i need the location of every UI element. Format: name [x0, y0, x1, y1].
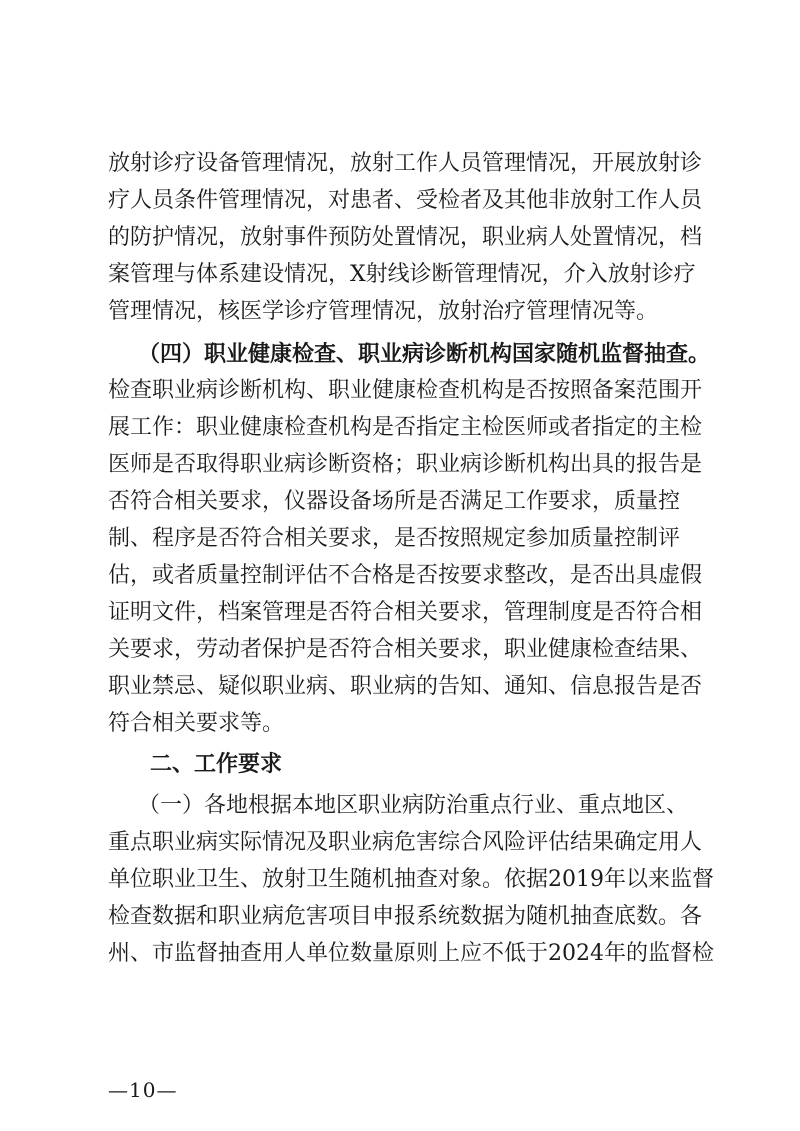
body-text-line: 疗人员条件管理情况，对患者、受检者及其他非放射工作人员	[108, 188, 703, 213]
body-text-line: 医师是否取得职业病诊断资格；职业病诊断机构出具的报告是	[108, 452, 703, 477]
body-text-line: 估，或者质量控制评估不合格是否按要求整改，是否出具虚假	[108, 563, 703, 588]
body-text-line: 重点职业病实际情况及职业病危害综合风险评估结果确定用人	[108, 830, 703, 855]
section-subheading: （四）职业健康检查、职业病诊断机构国家随机监督抽查。	[138, 341, 711, 367]
body-text-line: 检查职业病诊断机构、职业健康检查机构是否按照备案范围开	[108, 378, 703, 403]
section-heading: 二、工作要求	[150, 752, 283, 777]
body-text-line: 管理情况，核医学诊疗管理情况，放射治疗管理情况等。	[108, 299, 659, 324]
body-text-line: 的防护情况，放射事件预防处置情况，职业病人处置情况，档	[108, 225, 703, 250]
body-text-line: （一）各地根据本地区职业病防治重点行业、重点地区、	[138, 793, 689, 818]
body-text-line: 关要求，劳动者保护是否符合相关要求，职业健康检查结果、	[108, 637, 703, 662]
body-text-line: 职业禁忌、疑似职业病、职业病的告知、通知、信息报告是否	[108, 674, 703, 699]
body-text-line: 证明文件，档案管理是否符合相关要求，管理制度是否符合相	[108, 600, 703, 625]
body-text-line: 州、市监督抽查用人单位数量原则上应不低于2024年的监督检	[108, 941, 714, 966]
body-text-line: 检查数据和职业病危害项目申报系统数据为随机抽查底数。各	[108, 904, 703, 929]
body-text-line: 制、程序是否符合相关要求，是否按照规定参加质量控制评	[108, 526, 681, 551]
body-text-line: 符合相关要求等。	[108, 711, 285, 736]
body-text-line: 单位职业卫生、放射卫生随机抽查对象。依据2019年以来监督	[108, 867, 714, 892]
body-text-line: 否符合相关要求，仪器设备场所是否满足工作要求，质量控	[108, 489, 681, 514]
page-number: —10—	[108, 1078, 178, 1102]
body-text-line: 展工作：职业健康检查机构是否指定主检医师或者指定的主检	[108, 415, 703, 440]
body-text-line: 放射诊疗设备管理情况，放射工作人员管理情况，开展放射诊	[108, 151, 703, 176]
body-text-line: 案管理与体系建设情况，X射线诊断管理情况，介入放射诊疗	[108, 262, 696, 287]
